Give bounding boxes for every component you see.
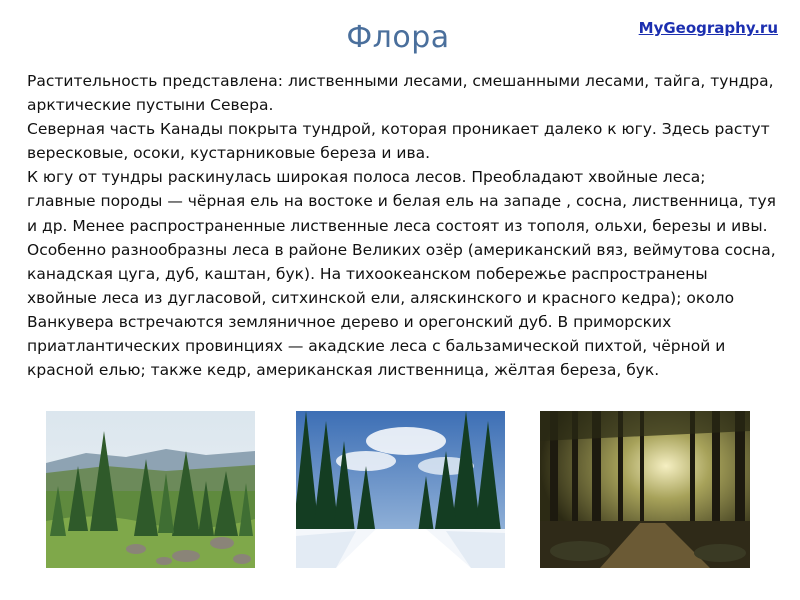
paragraph-vegetation-types: Растительность представлена: лиственными лесами, смешанными лесами, тайга, тундра, арктические пустыни Севера.: [27, 72, 774, 115]
body-text: [27, 69, 777, 382]
photo-snowy-spruce-forest: [296, 411, 505, 568]
paragraph-forests: К югу от тундры раскинулась широкая полоса лесов. Преобладают хвойные леса; главные породы — чёрная ель на востоке и белая ель на западе , сосна, лиственница, туя и др. Менее распространенные лиственные леса состоят из тополя, ольхи, березы и ивы. Особенно разнообразны леса в районе Великих озёр (американский вяз, веймутова сосна, канадская цуга, дуб, каштан, бук). На тихоокеанском побережье распространены хвойные леса из дугласовой, ситхинской ели, аляскинского и красного кедра); около Ванкувера встречаются земляничное дерево и орегонский дуб. В приморских приатлантических провинциях — акадские леса с бальзамической пихтой, чёрной и красной елью; также кедр, американская лиственница, жёлтая береза, бук.: [27, 168, 776, 380]
paragraph-tundra: Северная часть Канады покрыта тундрой, которая проникает далеко к югу. Здесь растут вересковые, осоки, кустарниковые береза и ива.: [27, 120, 770, 163]
site-link[interactable]: MyGeography.ru: [638, 19, 778, 37]
slide-title: Флора: [346, 20, 450, 55]
photo-sunlit-forest: [540, 411, 750, 568]
photo-larch-forest: [46, 411, 255, 568]
